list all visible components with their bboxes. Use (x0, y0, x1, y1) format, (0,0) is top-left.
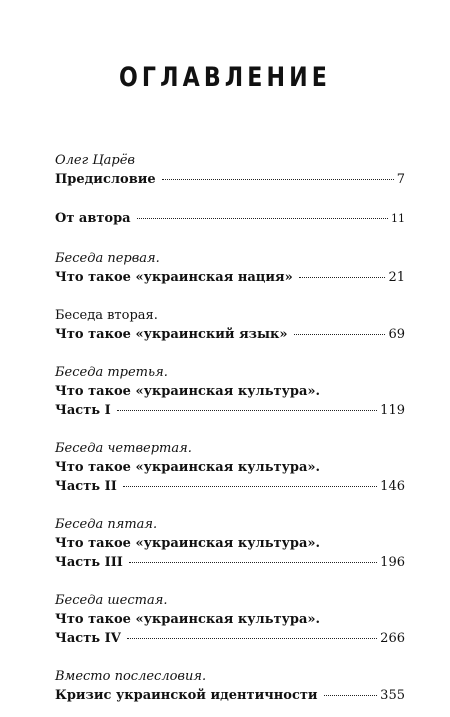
entry-row[interactable] (55, 209, 405, 228)
page-number: 196 (380, 555, 405, 570)
dot-leader (162, 179, 394, 180)
toc-entry-talk-1 (55, 250, 405, 287)
entry-section-label: Беседа четвертая. (55, 441, 192, 456)
entry-title: Часть IV (55, 631, 121, 646)
dot-leader (129, 562, 377, 563)
dot-leader (137, 218, 388, 219)
dot-leader (294, 334, 386, 335)
toc-entry-afterword (55, 668, 405, 705)
page-number: 11 (391, 212, 405, 225)
entry-subtitle: Что такое «украинская культура». (55, 612, 321, 627)
page-number: 355 (380, 688, 405, 703)
dot-leader (324, 695, 378, 696)
entry-title: Часть III (55, 555, 123, 570)
entry-row[interactable] (55, 553, 405, 572)
page-number: 21 (388, 270, 405, 285)
entry-title: Часть II (55, 479, 117, 494)
dot-leader (127, 638, 377, 639)
entry-row[interactable] (55, 477, 405, 496)
page-number: 69 (388, 327, 405, 342)
entry-row[interactable] (55, 401, 405, 420)
entry-row[interactable] (55, 686, 405, 705)
entry-row[interactable] (55, 325, 405, 344)
entry-section-label: Беседа шестая. (55, 593, 168, 608)
entry-row[interactable] (55, 268, 405, 287)
dot-leader (299, 277, 386, 278)
page-number: 266 (380, 631, 405, 646)
toc-entry-preface (55, 152, 405, 189)
entry-section-label: Беседа первая. (55, 251, 160, 266)
entry-author: Олег Царёв (55, 153, 135, 168)
dot-leader (117, 410, 377, 411)
entry-section-label: Беседа пятая. (55, 517, 158, 532)
toc-entry-talk-4 (55, 440, 405, 496)
toc-list (55, 152, 405, 705)
toc-entry-talk-6 (55, 592, 405, 648)
entry-section-label: Беседа третья. (55, 365, 168, 380)
entry-subtitle: Что такое «украинская культура». (55, 536, 321, 551)
entry-section-label: Вместо послесловия. (55, 669, 207, 684)
entry-subtitle: Что такое «украинская культура». (55, 384, 321, 399)
entry-row[interactable] (55, 170, 405, 189)
entry-section-label: Беседа вторая. (55, 308, 158, 323)
entry-title: Что такое «украинская нация» (55, 270, 293, 285)
entry-title: Кризис украинской идентичности (55, 688, 318, 703)
entry-title: Что такое «украинский язык» (55, 327, 288, 342)
page-number: 146 (380, 479, 405, 494)
page-number: 119 (380, 403, 405, 418)
entry-title: Часть I (55, 403, 111, 418)
toc-entry-from-author (55, 209, 405, 228)
toc-entry-talk-2 (55, 307, 405, 344)
toc-heading: ОГЛАВЛЕНИЕ (118, 62, 332, 93)
dot-leader (123, 486, 377, 487)
entry-title: От автора (55, 211, 131, 226)
page-number: 7 (396, 172, 405, 187)
entry-title: Предисловие (55, 172, 156, 187)
entry-row[interactable] (55, 629, 405, 648)
toc-entry-talk-3 (55, 364, 405, 420)
entry-subtitle: Что такое «украинская культура». (55, 460, 321, 475)
toc-entry-talk-5 (55, 516, 405, 572)
